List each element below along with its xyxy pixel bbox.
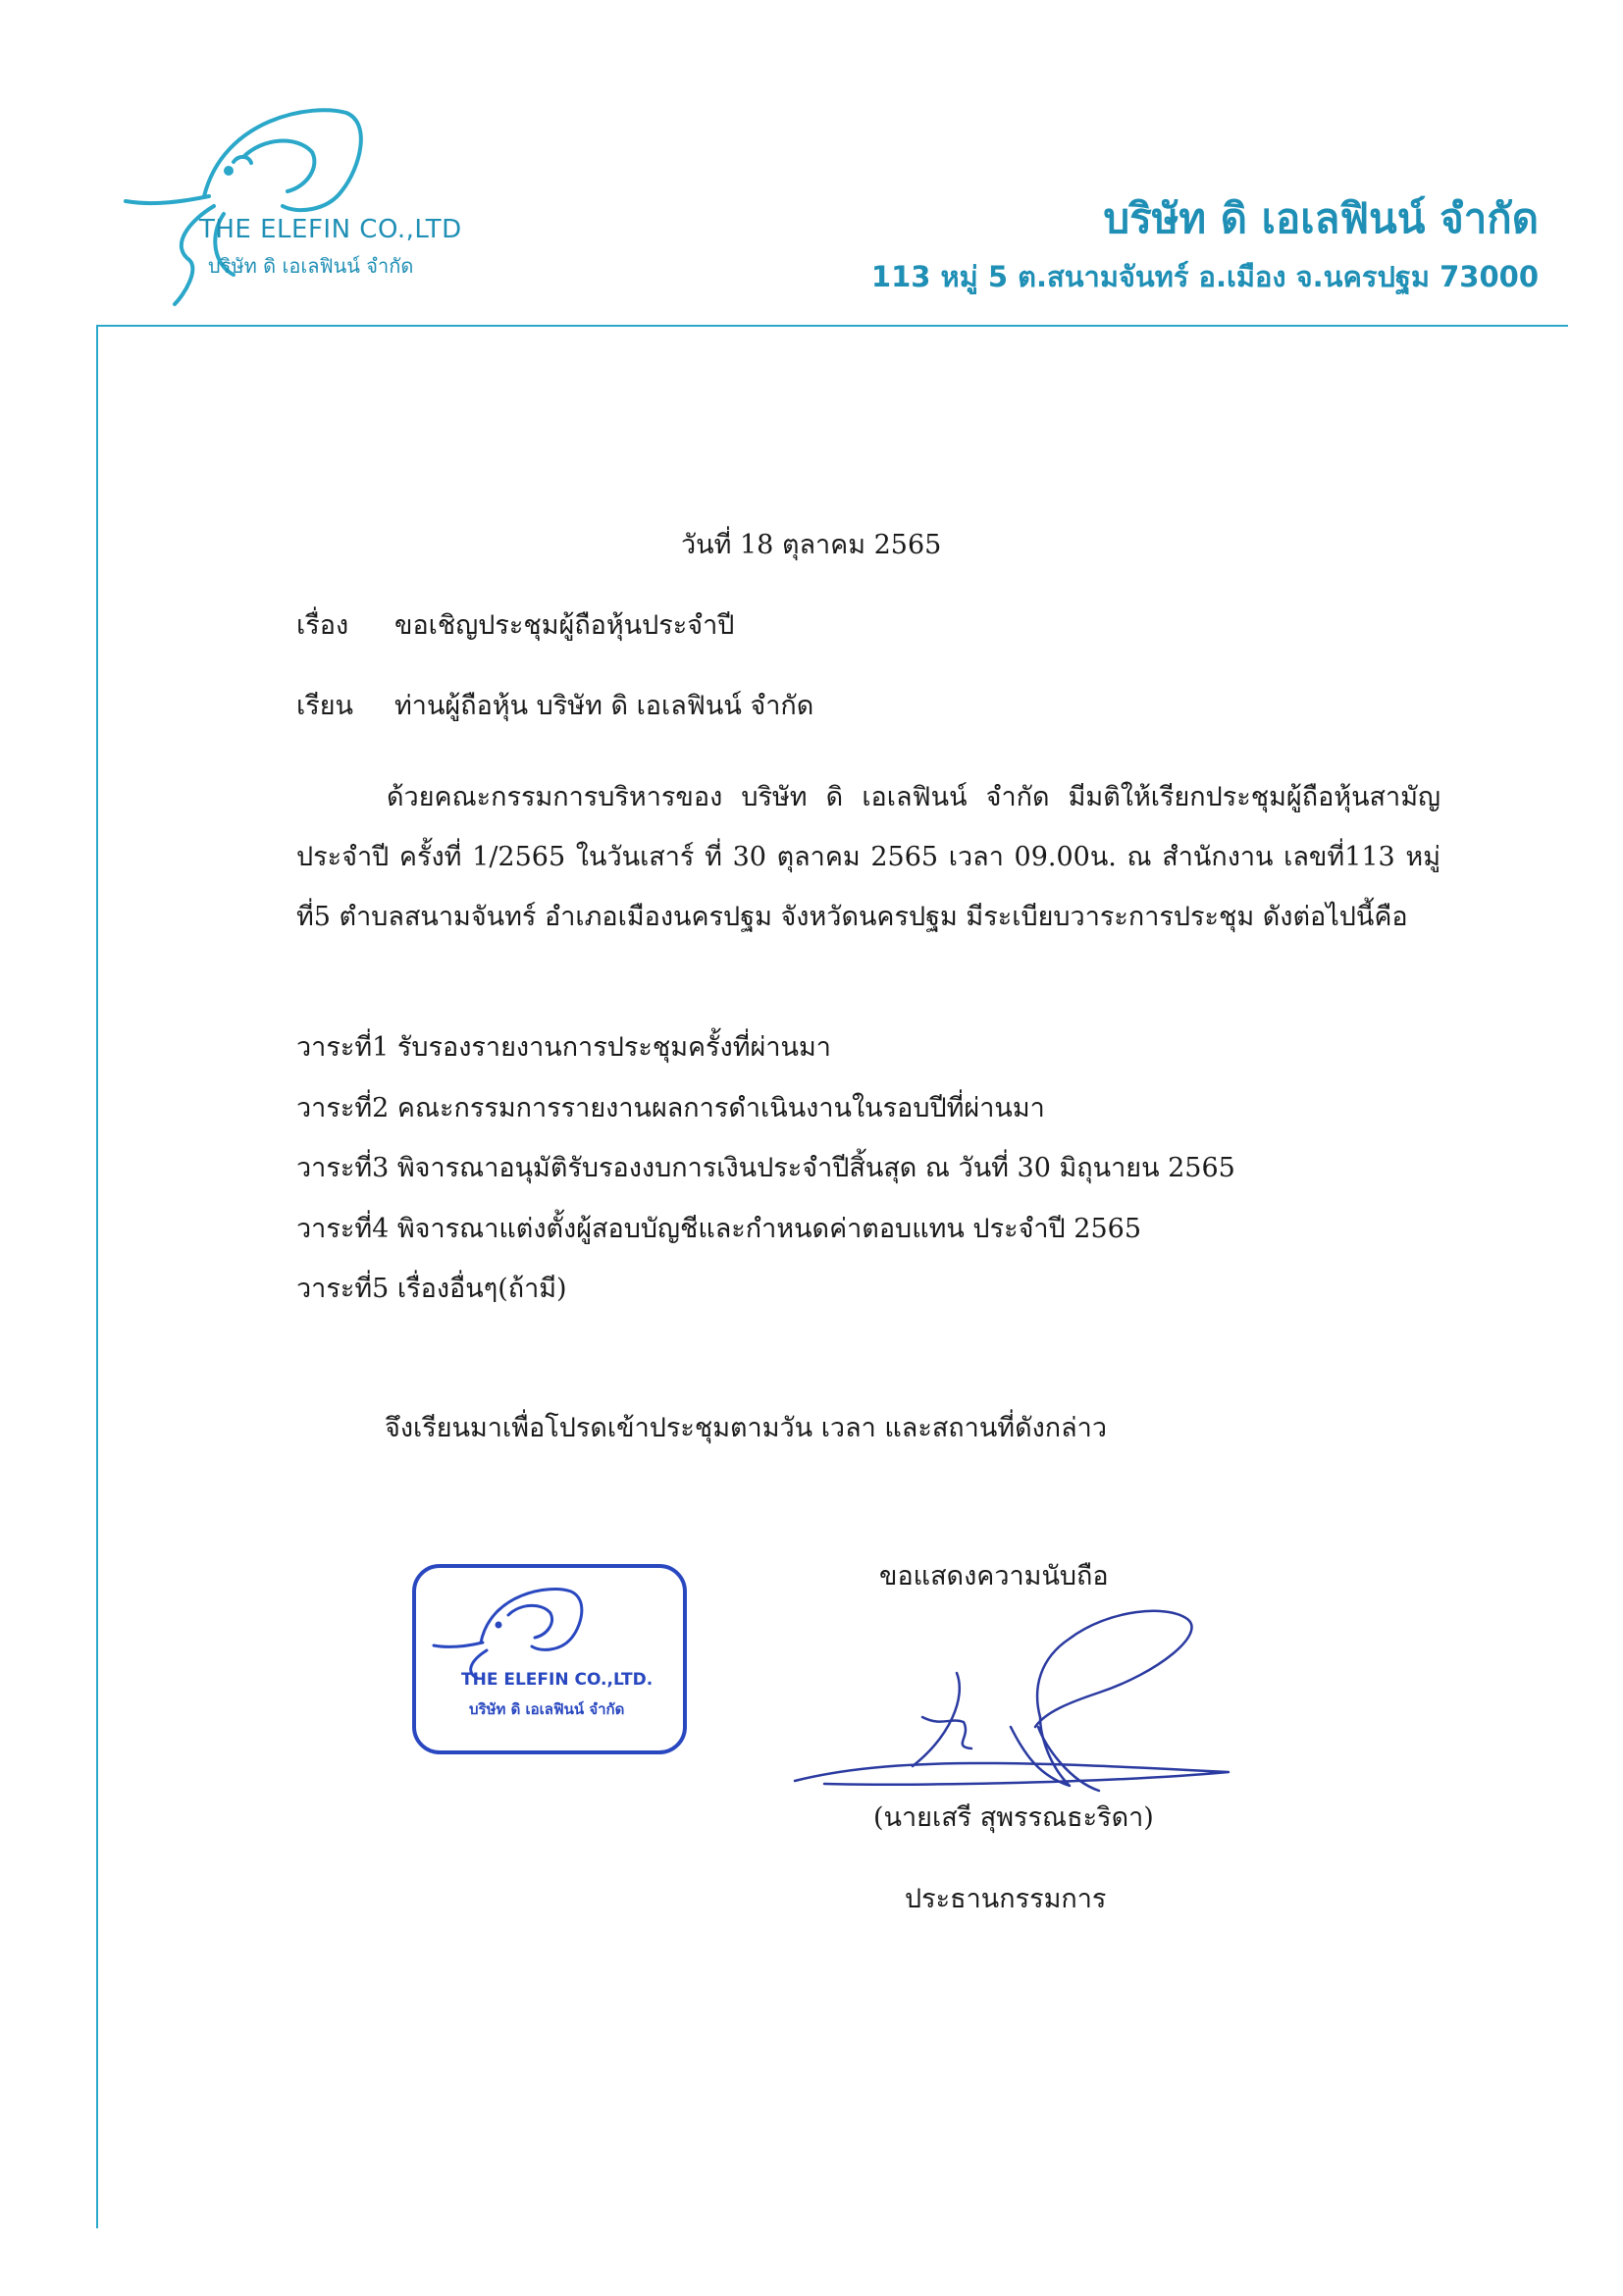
header-rule: [96, 325, 1568, 327]
stamp-elephant-icon: [422, 1574, 677, 1682]
elephant-logo-icon: [116, 98, 508, 324]
agenda-item: วาระที่1 รับรองรายงานการประชุมครั้งที่ผ่านมา: [296, 1032, 831, 1063]
signature: [775, 1580, 1246, 1805]
signer-name: (นายเสรี สุพรรณธะริดา): [873, 1802, 1154, 1833]
agenda-item: วาระที่4 พิจารณาแต่งตั้งผู้สอบบัญชีและกำหนดค่าตอบแทน ประจำปี 2565: [296, 1213, 1141, 1244]
company-name: บริษัท ดิ เอเลฟินน์ จำกัด: [1103, 194, 1539, 242]
regards: ขอแสดงความนับถือ: [879, 1561, 1109, 1592]
stamp-text-en: THE ELEFIN CO.,LTD.: [461, 1670, 654, 1690]
stamp-text-th: บริษัท ดิ เอเลฟินน์ จำกัด: [469, 1700, 625, 1718]
subject-value: ขอเชิญประชุมผู้ถือหุ้นประจำปี: [394, 610, 735, 641]
recipient-label: เรียน: [296, 691, 354, 721]
agenda-list: [296, 1032, 1474, 1334]
subject-label: เรื่อง: [296, 610, 349, 641]
signer-position: ประธานกรรมการ: [905, 1884, 1107, 1914]
logo-text-th: บริษัท ดิ เอเลฟินน์ จำกัด: [208, 254, 414, 278]
logo-text-en: THE ELEFIN CO.,LTD: [199, 215, 462, 244]
body-paragraph: ด้วยคณะกรรมการบริหารของ บริษัท ดิ เอเลฟินน์ จำกัด มีมติให้เรียกประชุมผู้ถือหุ้นสามัญประจำปี ครั้งที่ 1/2565 ในวันเสาร์ ที่ 30 ตุลาคม 2565 เวลา 09.00น. ณ สำนักงาน เลขที่113 หมู่ที่5 ตำบลสนามจันทร์ อำเภอเมืองนครปฐม จังหวัดนครปฐม มีระเบียบวาระการประชุม ดังต่อไปนี้คือ: [296, 782, 1440, 932]
company-address: 113 หมู่ 5 ต.สนามจันทร์ อ.เมือง จ.นครปฐม 73000: [870, 260, 1539, 293]
agenda-item: วาระที่5 เรื่องอื่นๆ(ถ้ามี): [296, 1274, 567, 1304]
margin-rule: [96, 325, 98, 2228]
closing-line: จึงเรียนมาเพื่อโปรดเข้าประชุมตามวัน เวลา และสถานที่ดังกล่าว: [385, 1413, 1108, 1443]
agenda-item: วาระที่3 พิจารณาอนุมัติรับรองงบการเงินประจำปีสิ้นสุด ณ วันที่ 30 มิถุนายน 2565: [296, 1153, 1235, 1183]
agenda-item: วาระที่2 คณะกรรมการรายงานผลการดำเนินงานในรอบปีที่ผ่านมา: [296, 1092, 1045, 1123]
recipient-value: ท่านผู้ถือหุ้น บริษัท ดิ เอเลฟินน์ จำกัด: [394, 691, 814, 721]
letter-date: วันที่ 18 ตุลาคม 2565: [681, 530, 942, 560]
